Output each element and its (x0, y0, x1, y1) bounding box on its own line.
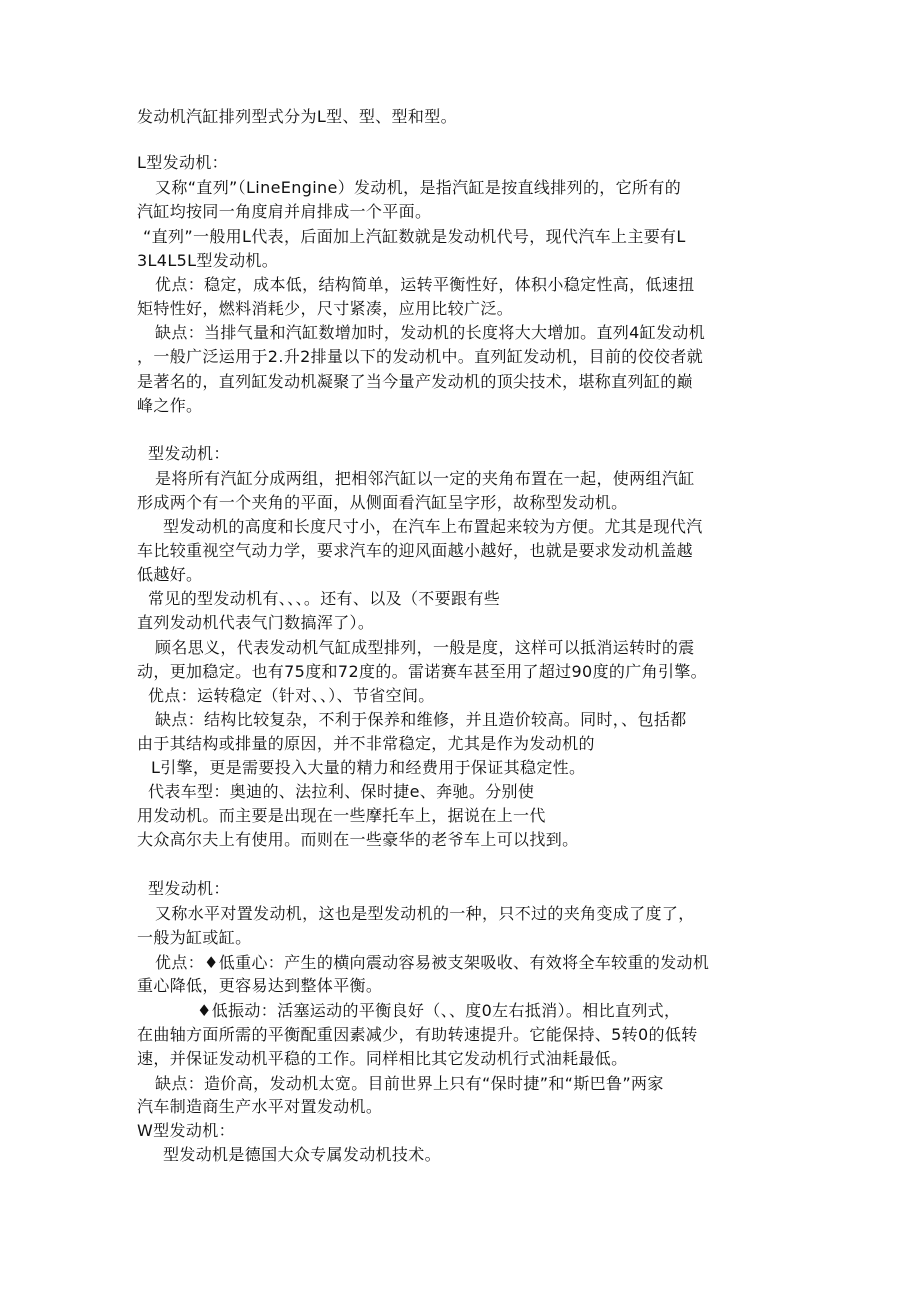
section-heading-w-engine: W型发动机： (137, 1121, 235, 1140)
paragraph-line: L引擎，更是需要投入大量的精力和经费用于保证其稳定性。 (151, 758, 586, 777)
paragraph-line: 大众高尔夫上有使用。而则在一些豪华的老爷车上可以找到。 (137, 830, 579, 849)
paragraph-line: 低越好。 (137, 565, 203, 584)
paragraph-line: “直列”一般用L代表，后面加上汽缸数就是发动机代号，现代汽车上主要有L (143, 227, 686, 246)
paragraph-line: 缺点：当排气量和汽缸数增加时，发动机的长度将大大增加。直列4缸发动机 (155, 323, 706, 342)
paragraph-line: 是将所有汽缸分成两组，把相邻汽缸以一定的夹角布置在一起，使两组汽缸 (155, 469, 695, 488)
paragraph-line: 3L4L5L型发动机。 (137, 251, 279, 270)
paragraph-line: 汽车制造商生产水平对置发动机。 (137, 1097, 383, 1116)
paragraph-line: 又称水平对置发动机，这也是型发动机的一种，只不过的夹角变成了度了， (155, 904, 695, 923)
paragraph-line: 又称“直列”（LineEngine）发动机，是指汽缸是按直线排列的，它所有的 (155, 178, 682, 197)
paragraph-line: 直列发动机代表气门数搞浑了）。 (137, 613, 375, 632)
paragraph-line: 优点：♦低重心：产生的横向震动容易被支架吸收、有效将全车较重的发动机 (155, 953, 710, 972)
paragraph-line: 形成两个有一个夹角的平面，从侧面看汽缸呈字形，故称型发动机。 (137, 493, 628, 512)
section-heading-l-engine: L型发动机： (137, 153, 229, 172)
paragraph-line: 缺点：造价高，发动机太宽。目前世界上只有“保时捷”和“斯巴鲁”两家 (155, 1074, 664, 1093)
paragraph-line: 在曲轴方面所需的平衡配重因素减少，有助转速提升。它能保持、5转0的低转 (137, 1025, 698, 1044)
paragraph-line: ♦低振动：活塞运动的平衡良好（、、度0左右抵消）。相比直列式， (197, 1001, 681, 1020)
paragraph-line: 动，更加稳定。也有75度和72度的。雷诺赛车甚至用了超过90度的广角引擎。 (137, 662, 708, 681)
paragraph-line: 重心降低，更容易达到整体平衡。 (137, 976, 383, 995)
paragraph-line: 速，并保证发动机平稳的工作。同样相比其它发动机行式油耗最低。 (137, 1049, 628, 1068)
paragraph-line: 用发动机。而主要是出现在一些摩托车上，据说在上一代 (137, 806, 546, 825)
paragraph-line: 常见的型发动机有、、、。还有、以及（不要跟有些 (148, 589, 501, 608)
paragraph-line: 一般为缸或缸。 (137, 928, 252, 947)
paragraph-line: 汽缸均按同一角度肩并肩排成一个平面。 (137, 202, 432, 221)
paragraph-line: 顾名思义，代表发动机气缸成型排列，一般是度，这样可以抵消运转时的震 (155, 638, 695, 657)
paragraph-line: 型发动机是德国大众专属发动机技术。 (163, 1145, 441, 1164)
paragraph-line: 优点：运转稳定（针对、、）、节省空间。 (148, 686, 435, 705)
paragraph-line: 型发动机的高度和长度尺寸小，在汽车上布置起来较为方便。尤其是现代汽 (163, 517, 703, 536)
paragraph-line: ，一般广泛运用于2.升2排量以下的发动机中。直列缸发动机，目前的佼佼者就 (137, 347, 704, 366)
paragraph-line: 优点：稳定，成本低，结构简单，运转平衡性好，体积小稳定性高，低速扭 (155, 275, 695, 294)
paragraph-line: 矩特性好，燃料消耗少，尺寸紧凑，应用比较广泛。 (137, 299, 514, 318)
section-heading-v-engine: 型发动机： (148, 444, 230, 463)
paragraph-line: 由于其结构或排量的原因，并不非常稳定，尤其是作为发动机的 (137, 734, 595, 753)
section-heading-boxer-engine: 型发动机： (148, 879, 230, 898)
paragraph-line: 峰之作。 (137, 396, 203, 415)
paragraph-line: 车比较重视空气动力学，要求汽车的迎风面越小越好，也就是要求发动机盖越 (137, 541, 693, 560)
paragraph-line: 缺点：结构比较复杂，不利于保养和维修，并且造价较高。同时，、包括都 (155, 710, 687, 729)
intro-line: 发动机汽缸排列型式分为L型、型、型和型。 (137, 107, 457, 126)
paragraph-line: 是著名的，直列缸发动机凝聚了当今量产发动机的顶尖技术，堪称直列缸的巅 (137, 372, 693, 391)
paragraph-line: 代表车型：奥迪的、法拉利、保时捷e、奔驰。分别使 (148, 782, 535, 801)
